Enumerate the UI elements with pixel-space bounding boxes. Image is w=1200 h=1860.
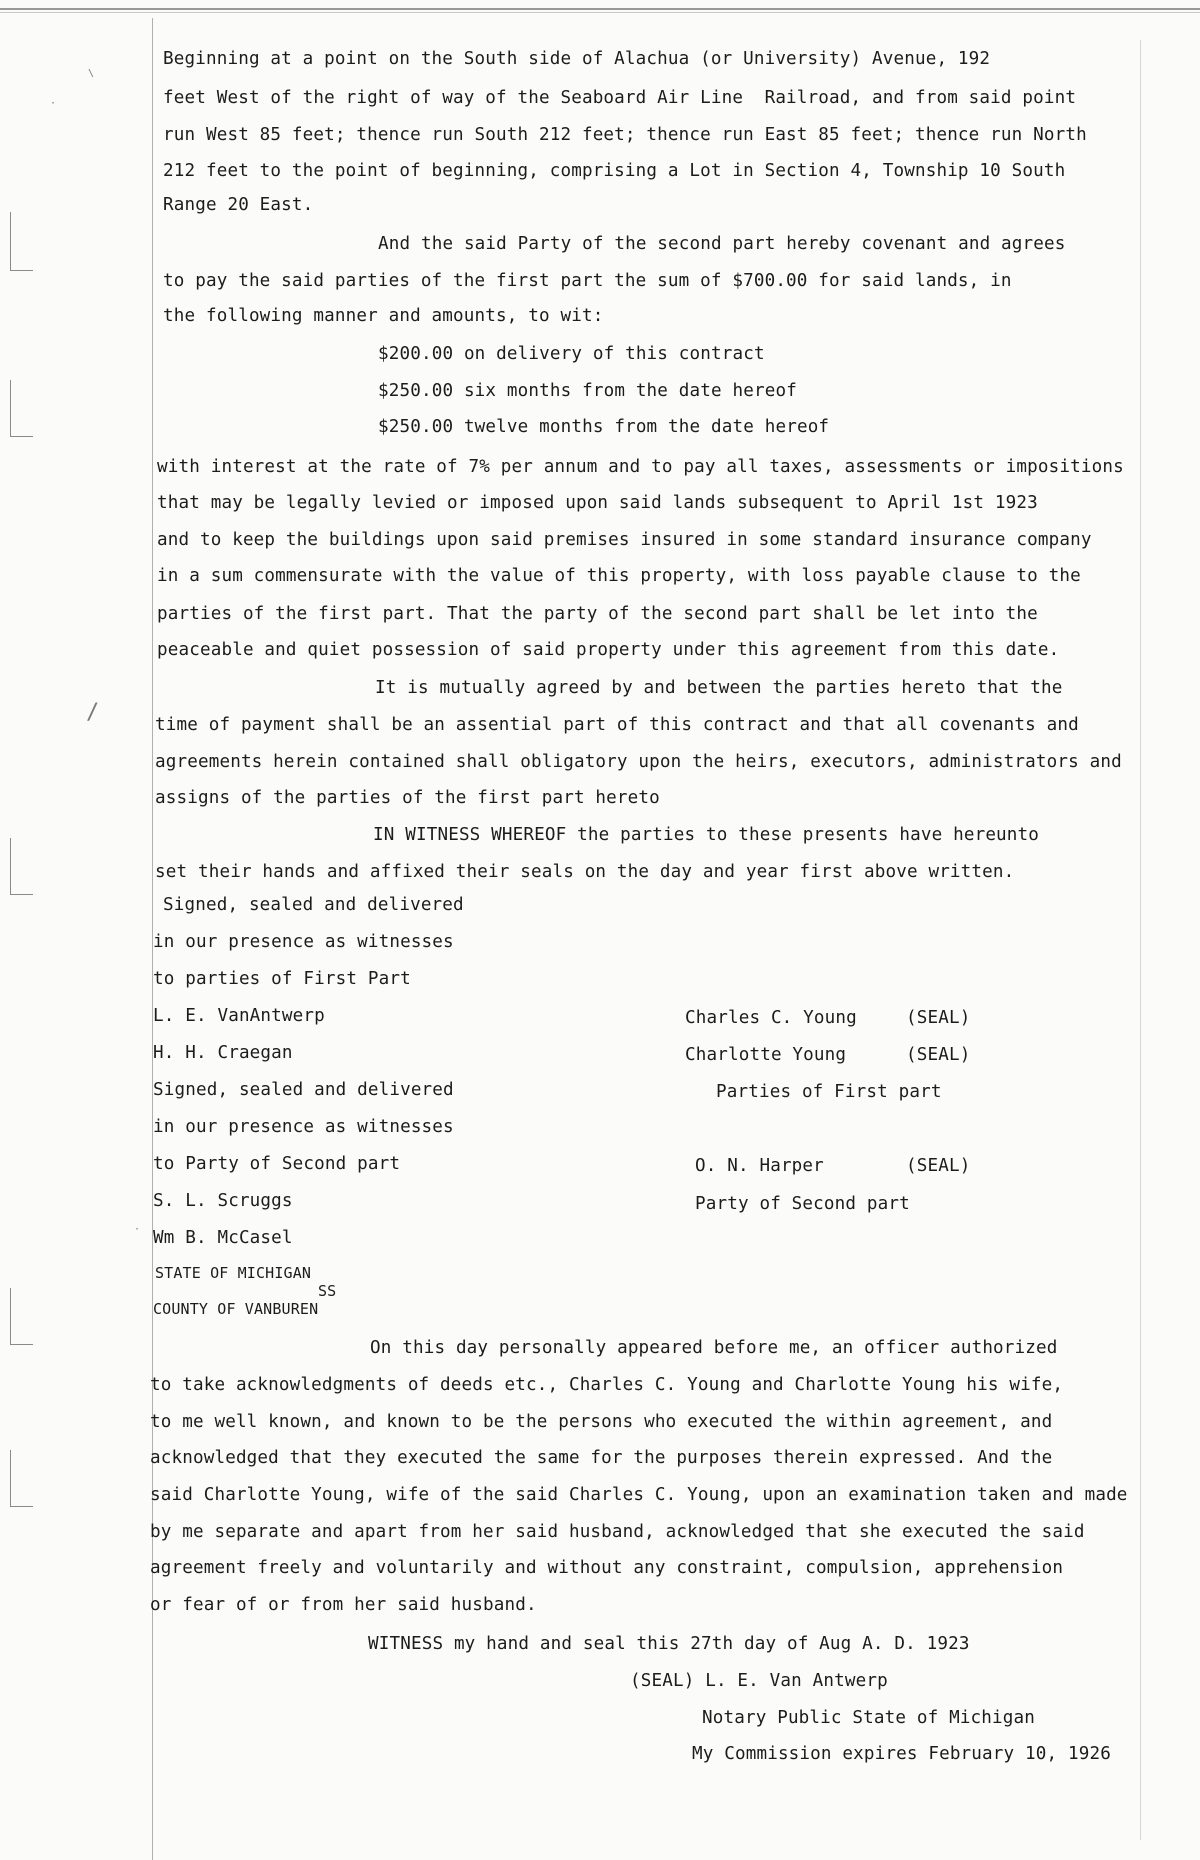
top-rule — [0, 8, 1200, 10]
covenant-line: And the said Party of the second part hereby covenant and agrees — [378, 234, 1066, 254]
terms-line: with interest at the rate of 7% per annum and to pay all taxes, assessments or impositions — [157, 457, 1124, 477]
venue-county: COUNTY OF VANBUREN — [153, 1300, 319, 1318]
party-signature: Charlotte Young — [685, 1045, 847, 1065]
witness-name: Wm B. McCasel — [153, 1228, 293, 1248]
party-role: Parties of First part — [716, 1082, 942, 1102]
binder-mark — [10, 1288, 33, 1345]
witness-heading: Signed, sealed and delivered — [163, 895, 464, 915]
payment-line: $200.00 on delivery of this contract — [378, 344, 765, 364]
speck: \ — [88, 68, 95, 79]
description-line: feet West of the right of way of the Seaboard Air Line Railroad, and from said point — [163, 88, 1077, 108]
notary-signature: (SEAL) L. E. Van Antwerp — [630, 1671, 888, 1691]
acknowledgment-line: acknowledged that they executed the same for the purposes therein expressed. And the — [150, 1448, 1053, 1468]
witness-heading: Signed, sealed and delivered — [153, 1080, 454, 1100]
description-line: 212 feet to the point of beginning, comprising a Lot in Section 4, Township 10 South — [163, 161, 1066, 181]
party-role: Party of Second part — [695, 1194, 910, 1214]
party-signature: O. N. Harper — [695, 1156, 824, 1176]
binder-mark — [10, 380, 33, 437]
acknowledgment-line: to me well known, and known to be the persons who executed the within agreement, and — [150, 1412, 1053, 1432]
speck: / — [86, 700, 100, 725]
acknowledgment-line: said Charlotte Young, wife of the said Charles C. Young, upon an examination taken and made — [150, 1485, 1128, 1505]
commission-expiry: My Commission expires February 10, 1926 — [692, 1744, 1111, 1764]
seal-label: (SEAL) — [906, 1045, 971, 1065]
notary-line: WITNESS my hand and seal this 27th day of Aug A. D. 1923 — [368, 1634, 970, 1654]
seal-label: (SEAL) — [906, 1156, 971, 1176]
venue-ss: SS — [318, 1282, 337, 1300]
mutual-agreement-line: time of payment shall be an assential part of this contract and that all covenants and — [155, 715, 1079, 735]
witness-heading: to Party of Second part — [153, 1154, 401, 1174]
witness-name: L. E. VanAntwerp — [153, 1006, 325, 1026]
terms-line: peaceable and quiet possession of said property under this agreement from this date. — [157, 640, 1060, 660]
party-signature: Charles C. Young — [685, 1008, 857, 1028]
witness-clause-line: set their hands and affixed their seals on the day and year first above written. — [155, 862, 1015, 882]
covenant-line: the following manner and amounts, to wit: — [163, 306, 604, 326]
venue-state: STATE OF MICHIGAN — [155, 1264, 312, 1282]
acknowledgment-line: or fear of or from her said husband. — [150, 1595, 537, 1615]
witness-heading: in our presence as witnesses — [153, 932, 454, 952]
mutual-agreement-line: agreements herein contained shall obligatory upon the heirs, executors, administrators and — [155, 752, 1122, 772]
terms-line: in a sum commensurate with the value of this property, with loss payable clause to the — [157, 566, 1081, 586]
witness-name: H. H. Craegan — [153, 1043, 293, 1063]
seal-label: (SEAL) — [906, 1008, 971, 1028]
binder-mark — [10, 1450, 33, 1507]
description-line: Beginning at a point on the South side of Alachua (or University) Avenue, 192 — [163, 49, 991, 69]
covenant-line: to pay the said parties of the first part the sum of $700.00 for said lands, in — [163, 271, 1012, 291]
terms-line: and to keep the buildings upon said premises insured in some standard insurance company — [157, 530, 1092, 550]
acknowledgment-line: to take acknowledgments of deeds etc., Charles C. Young and Charlotte Young his wife, — [150, 1375, 1064, 1395]
description-line: Range 20 East. — [163, 195, 314, 215]
mutual-agreement-line: It is mutually agreed by and between the parties hereto that the — [375, 678, 1063, 698]
payment-line: $250.00 six months from the date hereof — [378, 381, 797, 401]
terms-line: that may be legally levied or imposed upon said lands subsequent to April 1st 1923 — [157, 493, 1038, 513]
description-line: run West 85 feet; thence run South 212 feet; thence run East 85 feet; thence run North — [163, 125, 1087, 145]
mutual-agreement-line: assigns of the parties of the first part hereto — [155, 788, 660, 808]
notary-title: Notary Public State of Michigan — [702, 1708, 1036, 1728]
acknowledgment-line: by me separate and apart from her said husband, acknowledged that she executed the said — [150, 1522, 1085, 1542]
right-margin-line — [1140, 40, 1141, 1840]
witness-heading: in our presence as witnesses — [153, 1117, 454, 1137]
payment-line: $250.00 twelve months from the date hereof — [378, 417, 830, 437]
witness-heading: to parties of First Part — [153, 969, 411, 989]
witness-clause-line: IN WITNESS WHEREOF the parties to these presents have hereunto — [373, 825, 1040, 845]
terms-line: parties of the first part. That the party of the second part shall be let into the — [157, 604, 1038, 624]
acknowledgment-line: agreement freely and voluntarily and without any constraint, compulsion, apprehension — [150, 1558, 1064, 1578]
binder-mark — [10, 838, 33, 895]
binder-mark — [10, 212, 33, 271]
witness-name: S. L. Scruggs — [153, 1191, 293, 1211]
top-rule-secondary — [0, 12, 1200, 13]
speck: · — [134, 1224, 141, 1235]
speck: · — [50, 98, 57, 109]
acknowledgment-line: On this day personally appeared before me, an officer authorized — [370, 1338, 1058, 1358]
